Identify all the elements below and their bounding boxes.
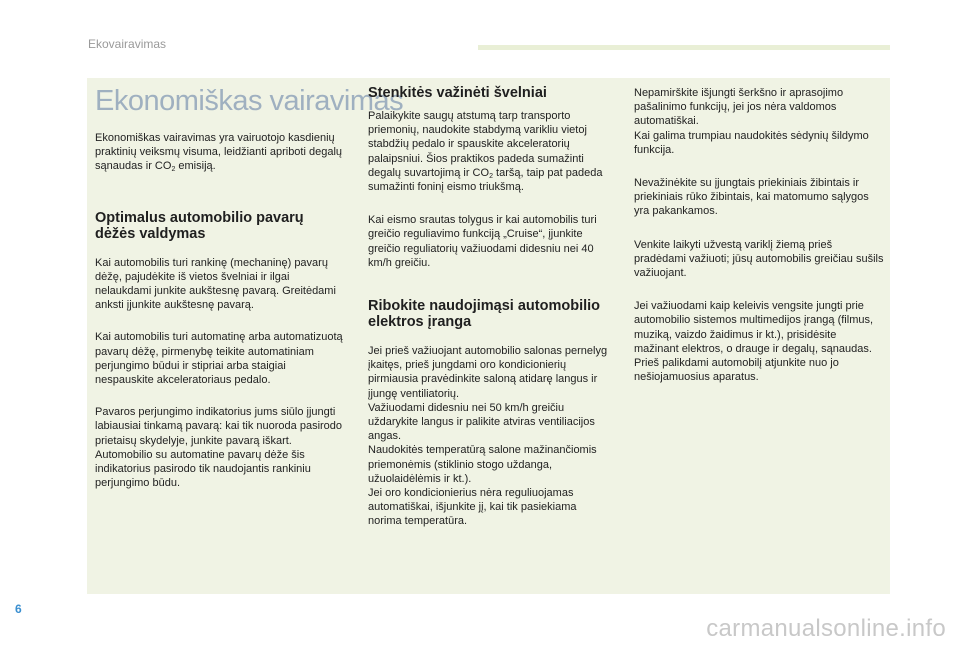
content-panel xyxy=(87,78,890,594)
column-1 xyxy=(95,78,404,490)
column3-paragraph-1-line-2: Kai galima trumpiau naudokitės sėdynių šildymo funkcija. xyxy=(634,129,869,156)
column3-paragraph-1 xyxy=(634,86,884,157)
column-3 xyxy=(634,78,884,384)
electrical-paragraph-line-2: Važiuodami didesniu nei 50 km/h greičiu uždarykite langus ir palikite atviras ventiliacijos angas. xyxy=(368,401,595,443)
electrical-paragraph-line-3: Naudokitės temperatūrą salone mažinančiomis priemonėmis (stiklinio stogo uždanga, užuolaidėlėmis ir kt.). xyxy=(368,444,597,485)
section-header-title: Ekovairavimas xyxy=(88,37,167,51)
section-heading-smooth-driving: Stenkitės važinėti švelniai xyxy=(368,85,547,101)
gearbox-paragraph-2: Kai automobilis turi automatinę arba automatizuotą pavarų dėžę, pirmenybę teikite automatiniam perjungimo būdui ir stipriai arba staigiai nespauskite akceleratoriaus pedalo. xyxy=(95,331,343,387)
gearbox-paragraph-1: Kai automobilis turi rankinę (mechaninę) pavarų dėžę, pajudėkite iš vietos švelniai ir ilgai nelaukdami junkite aukštesnę pavarą. Greitėdami anksti įjunkite aukštesnę pavarą. xyxy=(95,256,336,312)
co2-subscript: 2 xyxy=(171,166,176,174)
section-heading-electrical: Ribokite naudojimąsi automobilio elektros įranga xyxy=(368,298,601,331)
gearbox-paragraph-3-line-1: Pavaros perjungimo indikatorius jums siūlo įjungti labiausiai tinkamą pavarą: kai tik nuoroda pasirodo prietaisų skydelyje, junkite pavarą iškart. xyxy=(95,406,343,447)
gearbox-paragraph-3-line-2: Automobilio su automatine pavarų dėže šis indikatorius pasirodo tik naudojantis rankiniu perjungimo būdu. xyxy=(95,448,311,490)
intro-text-end: emisiją. xyxy=(175,160,216,173)
column3-paragraph-4-line-1: Jei važiuodami kaip keleivis vengsite jungti prie automobilio sistemos multimedijos įrangą (filmus, muziką, vaizdo žaidimus ir kt.), prisidėsite mažinant elektros, o drauge ir degalų, sąnaudas. xyxy=(634,300,874,355)
intro-paragraph xyxy=(95,131,347,174)
gearbox-paragraph-3 xyxy=(95,405,347,490)
smooth-driving-paragraph-2: Kai eismo srautas tolygus ir kai automobilis turi greičio reguliavimo funkciją „Cruise“, įjunkite greičio reguliatorių važiuodami didesniu nei 40 km/h greičiu. xyxy=(368,214,597,269)
smooth-driving-text-end: taršą, taip pat padeda sumažinti foninį eismo triukšmą. xyxy=(368,166,603,194)
section-heading-gearbox: Optimalus automobilio pavarų dėžės valdymas xyxy=(95,209,304,242)
column3-paragraph-4-line-2: Prieš palikdami automobilį atjunkite nuo jo nešiojamuosius aparatus. xyxy=(634,357,839,384)
page-number: 6 xyxy=(15,602,22,616)
column3-paragraph-4 xyxy=(634,299,884,384)
co2-subscript: 2 xyxy=(489,172,493,180)
column3-paragraph-2: Nevažinėkite su įjungtais priekiniais žibintais ir priekiniais rūko žibintais, kai matomumo sąlygos yra pakankamos. xyxy=(634,177,869,218)
page-title: Ekonomiškas vairavimas xyxy=(95,85,404,117)
electrical-paragraph-line-4: Jei oro kondicionierius nėra reguliuojamas automatiškai, išjunkite jį, kai tik pasiekiama norima temperatūra. xyxy=(368,487,577,528)
smooth-driving-paragraph-1 xyxy=(368,109,608,194)
column-2 xyxy=(368,78,608,529)
column3-paragraph-3: Venkite laikyti užvestą variklį žiemą prieš pradėdami važiuoti; jūsų automobilis greičiau sušils važiuojant. xyxy=(634,238,884,280)
electrical-paragraph-line-1: Jei prieš važiuojant automobilio salonas pernelyg įkaitęs, prieš jungdami oro kondicionierių pirmiausia pravėdinkite saloną atidarę langus ir įjungę ventiliatorių. xyxy=(368,345,608,400)
smooth-driving-text: Palaikykite saugų atstumą tarp transporto priemonių, naudokite stabdymą varikliu vietoj stabdžių pedalo ir spauskite akceleratorių palaipsniui. Šios praktikos padeda sumažinti degalų suvartojimą ir CO xyxy=(368,110,587,179)
electrical-paragraph xyxy=(368,344,608,529)
column3-paragraph-1-line-1: Nepamirškite išjungti šerkšno ir aprasojimo pašalinimo funkcijų, jei jos nėra valdomos automatiškai. xyxy=(634,87,844,128)
header-rule xyxy=(478,45,890,50)
intro-text: Ekonomiškas vairavimas yra vairuotojo kasdienių praktinių veiksmų visuma, leidžianti apriboti degalų sąnaudas ir CO xyxy=(95,132,343,173)
watermark-text: carmanualsonline.info xyxy=(706,615,946,642)
